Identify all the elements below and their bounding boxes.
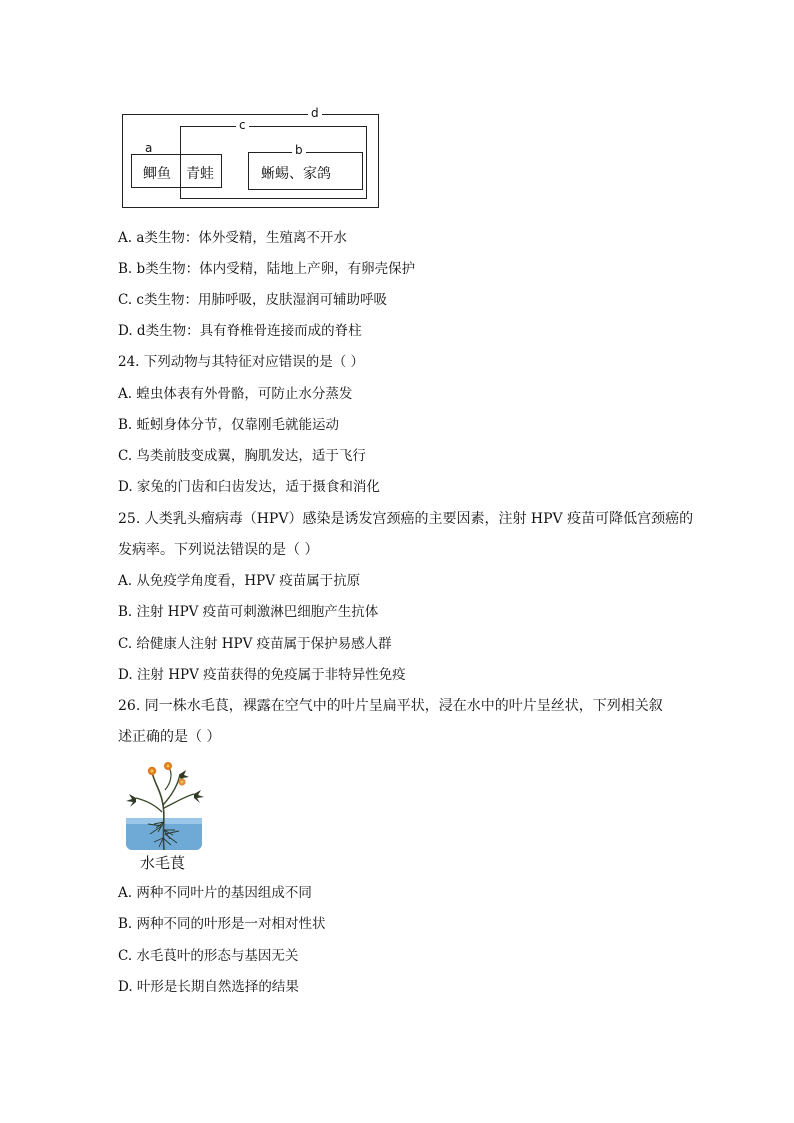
q25-option-c: C. 给健康人注射 HPV 疫苗属于保护易感人群 [118, 636, 392, 652]
q24-option-d: D. 家兔的门齿和臼齿发达，适于摄食和消化 [118, 479, 380, 495]
xiyi-jiage-text: 蜥蜴、家鸽 [261, 166, 331, 182]
qingwa-text: 青蛙 [186, 166, 214, 182]
classification-diagram [122, 106, 382, 210]
set-d-label: d [308, 107, 322, 119]
q25-option-d: D. 注射 HPV 疫苗获得的免疫属于非特异性免疫 [118, 667, 406, 683]
q23-option-d: D. d类生物：具有脊椎骨连接而成的脊柱 [118, 323, 362, 339]
water-buttercup-illustration [124, 760, 204, 852]
q24-option-b: B. 蚯蚓身体分节，仅靠刚毛就能运动 [118, 417, 340, 433]
q24-option-c: C. 鸟类前肢变成翼，胸肌发达，适于飞行 [118, 448, 366, 464]
set-a-label: a [142, 142, 155, 154]
figure-caption: 水毛茛 [140, 854, 186, 872]
q26-option-a: A. 两种不同叶片的基因组成不同 [118, 885, 312, 901]
q23-option-a: A. a类生物：体外受精，生殖离不开水 [118, 230, 347, 246]
q25-option-a: A. 从免疫学角度看，HPV 疫苗属于抗原 [118, 573, 361, 589]
q26-stem-line2: 述正确的是（ ） [118, 729, 221, 745]
q25-option-b: B. 注射 HPV 疫苗可刺激淋巴细胞产生抗体 [118, 604, 379, 620]
q24-option-a: A. 蝗虫体表有外骨骼，可防止水分蒸发 [118, 386, 353, 402]
q23-option-b: B. b类生物：体内受精，陆地上产卵，有卵壳保护 [118, 261, 416, 277]
q26-option-c: C. 水毛茛叶的形态与基因无关 [118, 948, 299, 964]
set-c-label: c [236, 119, 249, 131]
set-b-label: b [292, 144, 306, 156]
q26-stem-line1: 26. 同一株水毛茛，裸露在空气中的叶片呈扁平状，浸在水中的叶片呈丝状，下列相关叙 [118, 698, 663, 714]
jiyu-text: 鲫鱼 [143, 166, 171, 182]
q25-stem-line2: 发病率。下列说法错误的是（ ） [118, 542, 319, 558]
q24-stem: 24. 下列动物与其特征对应错误的是（ ） [118, 354, 365, 370]
q23-option-c: C. c类生物：用肺呼吸，皮肤湿润可辅助呼吸 [118, 292, 387, 308]
q26-option-b: B. 两种不同的叶形是一对相对性状 [118, 916, 326, 932]
q25-stem-line1: 25. 人类乳头瘤病毒（HPV）感染是诱发宫颈癌的主要因素，注射 HPV 疫苗可降低宫颈癌的 [118, 511, 694, 527]
q26-option-d: D. 叶形是长期自然选择的结果 [118, 979, 299, 995]
